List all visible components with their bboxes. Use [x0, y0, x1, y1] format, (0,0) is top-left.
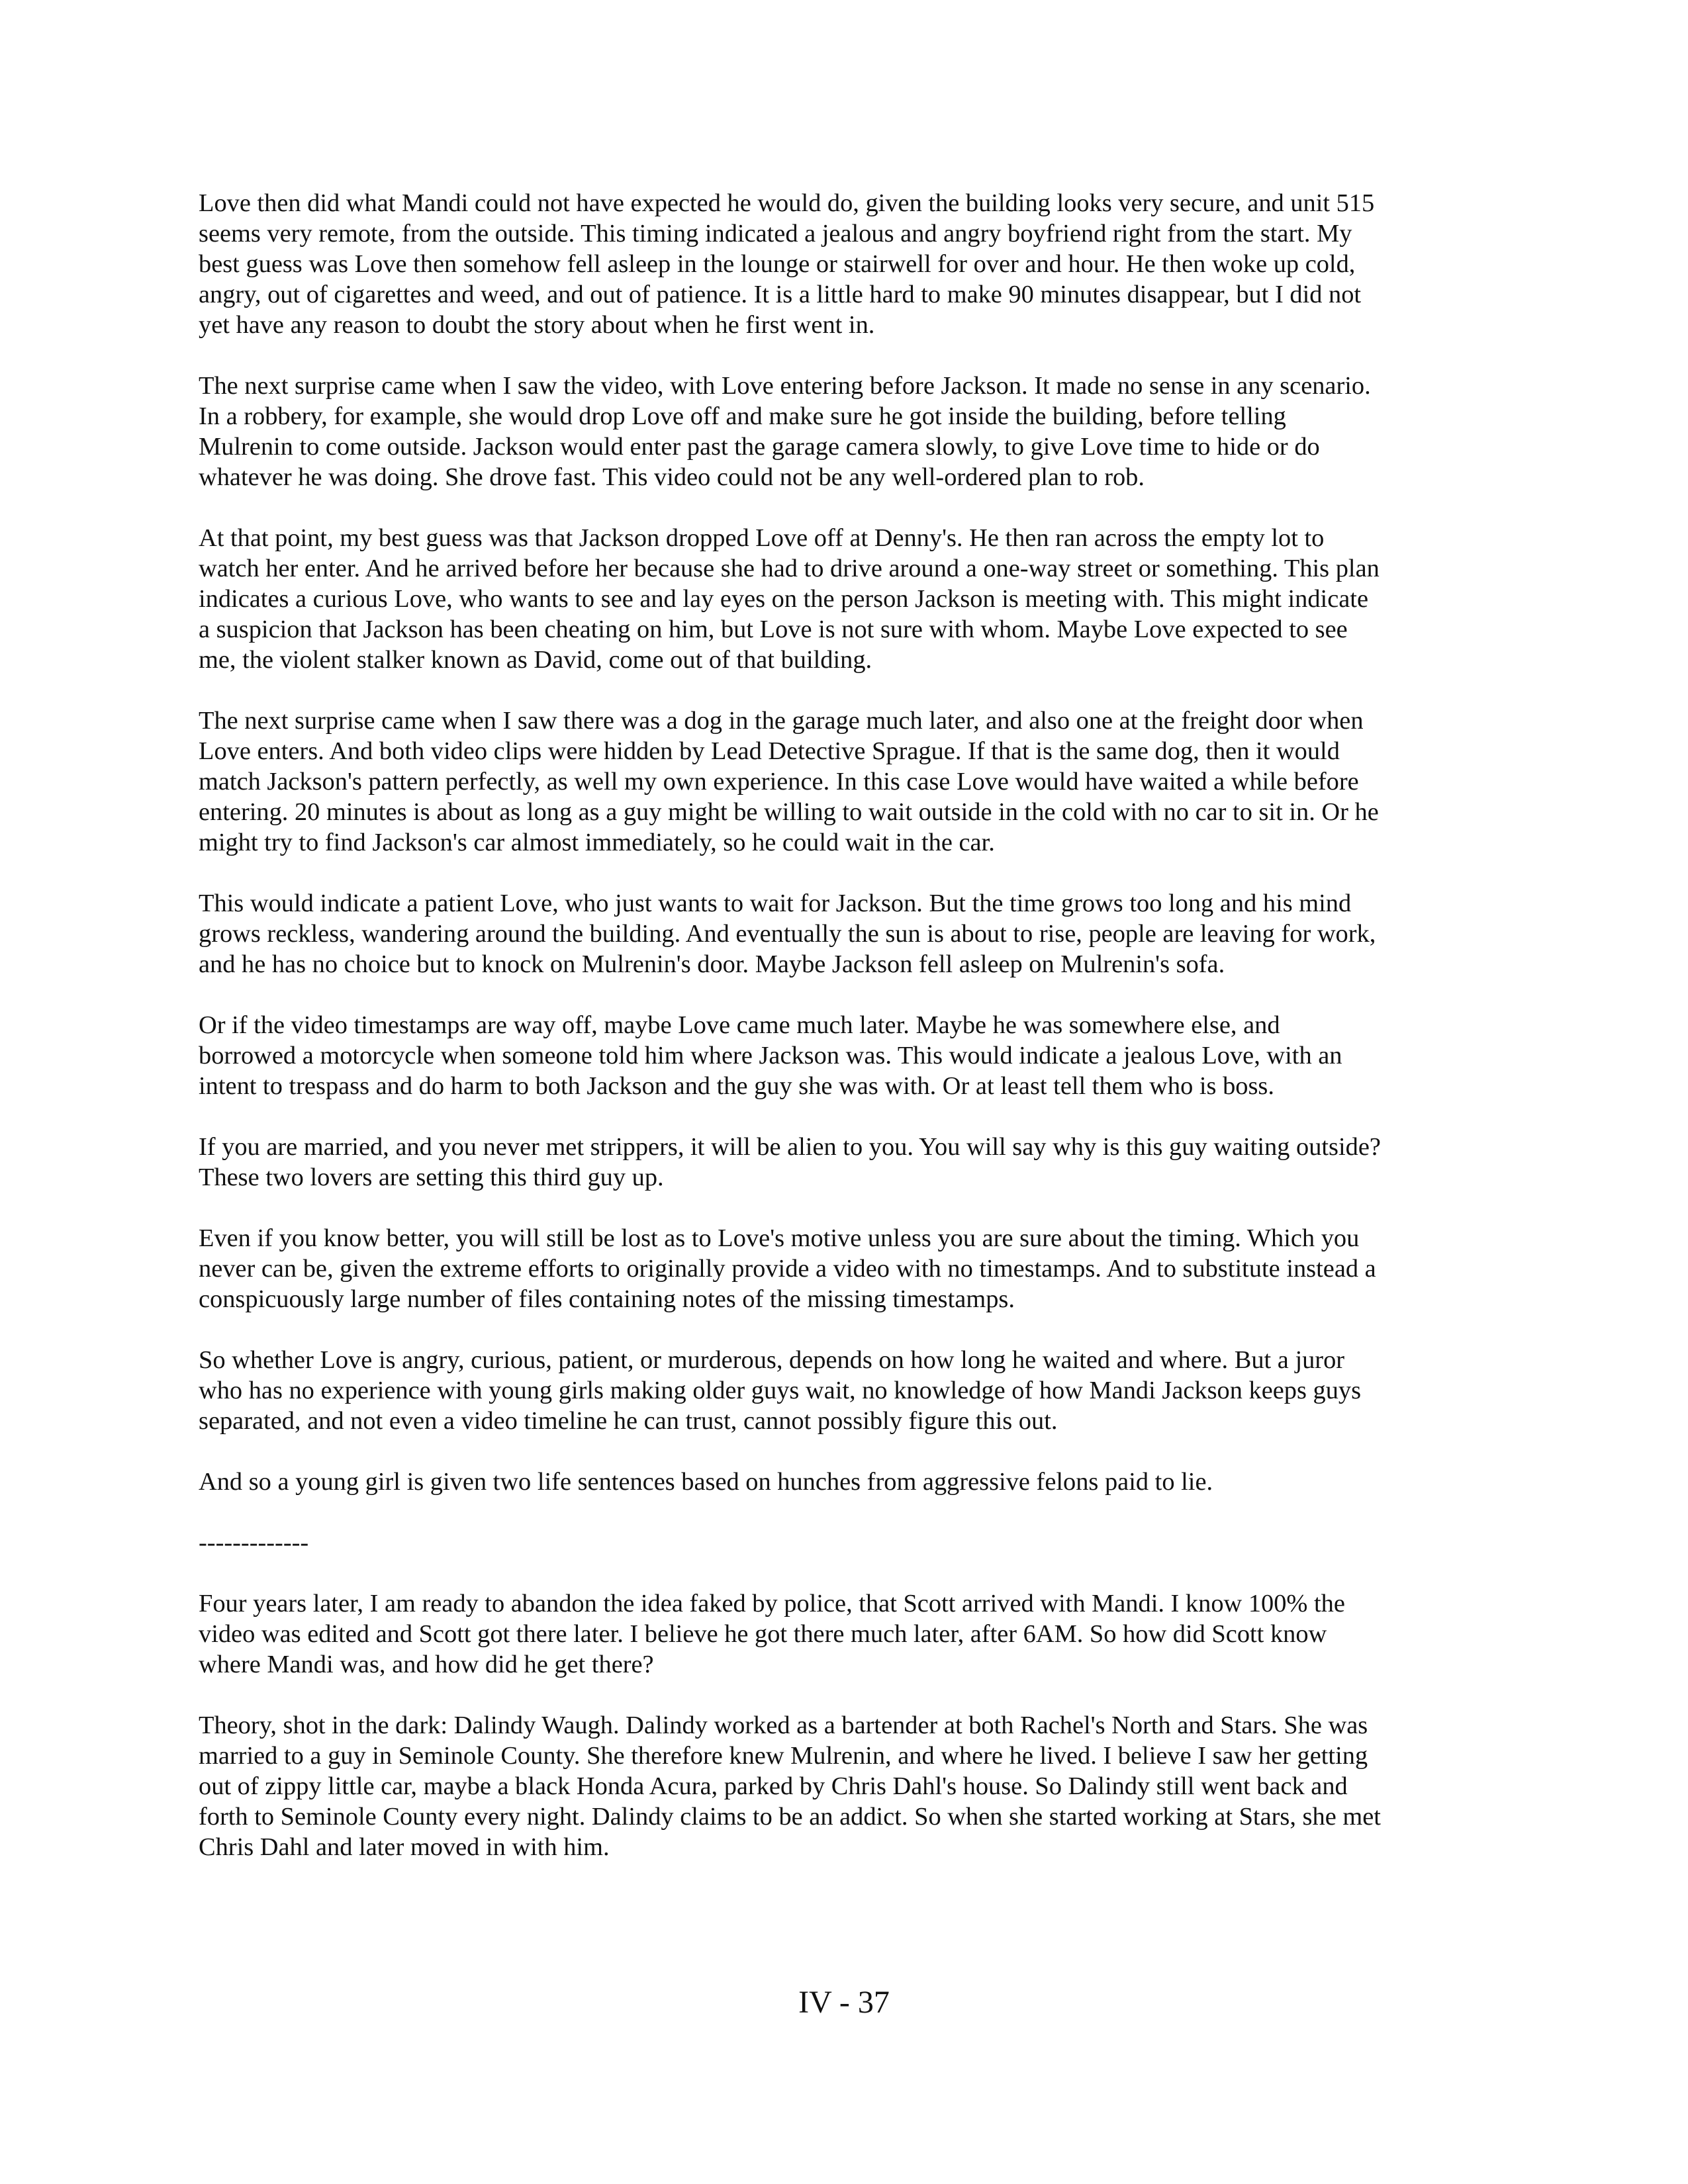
text-line: The next surprise came when I saw there was a dog in the garage much later, and also one at the freight door when	[199, 707, 1364, 735]
paragraph-2	[199, 371, 1489, 492]
separator-dashes: -------------	[199, 1529, 309, 1557]
text-line: Chris Dahl and later moved in with him.	[199, 1833, 610, 1861]
text-line: video was edited and Scott got there later. I believe he got there much later, after 6AM. So how did Scott know	[199, 1620, 1327, 1648]
text-line: separated, and not even a video timeline he can trust, cannot possibly figure this out.	[199, 1407, 1058, 1435]
paragraph-10	[199, 1467, 1489, 1497]
text-line: In a robbery, for example, she would drop Love off and make sure he got inside the building, before telling	[199, 402, 1286, 430]
document-body	[199, 188, 1489, 1893]
text-line: whatever he was doing. She drove fast. This video could not be any well-ordered plan to rob.	[199, 463, 1145, 491]
text-line: match Jackson's pattern perfectly, as well my own experience. In this case Love would have waited a while before	[199, 768, 1359, 796]
text-line: Or if the video timestamps are way off, maybe Love came much later. Maybe he was somewhere else, and	[199, 1011, 1280, 1039]
paragraph-8	[199, 1223, 1489, 1314]
section-separator	[199, 1527, 1489, 1558]
text-line: The next surprise came when I saw the video, with Love entering before Jackson. It made no sense in any scenario.	[199, 372, 1371, 400]
text-line: and he has no choice but to knock on Mulrenin's door. Maybe Jackson fell asleep on Mulrenin's sofa.	[199, 950, 1225, 978]
paragraph-7	[199, 1132, 1489, 1193]
text-line: borrowed a motorcycle when someone told him where Jackson was. This would indicate a jealous Love, with an	[199, 1042, 1342, 1069]
paragraph-5	[199, 888, 1489, 979]
text-line: where Mandi was, and how did he get there?	[199, 1651, 654, 1678]
text-line: out of zippy little car, maybe a black Honda Acura, parked by Chris Dahl's house. So Dalindy still went back and	[199, 1772, 1348, 1800]
paragraph-12	[199, 1710, 1489, 1862]
text-line: grows reckless, wandering around the building. And eventually the sun is about to rise, people are leaving for work,	[199, 920, 1376, 948]
text-line: indicates a curious Love, who wants to see and lay eyes on the person Jackson is meeting with. This might indicate	[199, 585, 1368, 613]
text-line: angry, out of cigarettes and weed, and out of patience. It is a little hard to make 90 minutes disappear, but I did not	[199, 281, 1362, 308]
text-line: These two lovers are setting this third guy up.	[199, 1163, 664, 1191]
text-line: best guess was Love then somehow fell asleep in the lounge or stairwell for over and hour. He then woke up cold,	[199, 250, 1356, 278]
text-line: If you are married, and you never met strippers, it will be alien to you. You will say why is this guy waiting outside?	[199, 1133, 1381, 1161]
text-line: watch her enter. And he arrived before her because she had to drive around a one-way street or something. This plan	[199, 555, 1380, 582]
text-line: intent to trespass and do harm to both Jackson and the guy she was with. Or at least tell them who is boss.	[199, 1072, 1274, 1100]
text-line: married to a guy in Seminole County. She therefore knew Mulrenin, and where he lived. I believe I saw her getting	[199, 1742, 1368, 1770]
text-line: forth to Seminole County every night. Dalindy claims to be an addict. So when she started working at Stars, she met	[199, 1803, 1381, 1831]
text-line: who has no experience with young girls making older guys wait, no knowledge of how Mandi Jackson keeps guys	[199, 1377, 1362, 1404]
text-line: Love then did what Mandi could not have expected he would do, given the building looks very secure, and unit 515	[199, 189, 1375, 217]
paragraph-11	[199, 1588, 1489, 1680]
page-number: IV - 37	[798, 1985, 890, 2020]
text-line: yet have any reason to doubt the story about when he first went in.	[199, 311, 875, 339]
text-line: seems very remote, from the outside. This timing indicated a jealous and angry boyfriend right from the start. My	[199, 220, 1352, 248]
paragraph-3	[199, 523, 1489, 675]
text-line: And so a young girl is given two life sentences based on hunches from aggressive felons paid to lie.	[199, 1468, 1213, 1496]
text-line: a suspicion that Jackson has been cheating on him, but Love is not sure with whom. Maybe Love expected to see	[199, 615, 1348, 643]
text-line: Love enters. And both video clips were hidden by Lead Detective Sprague. If that is the same dog, then it would	[199, 737, 1340, 765]
paragraph-1	[199, 188, 1489, 340]
text-line: At that point, my best guess was that Jackson dropped Love off at Denny's. He then ran across the empty lot to	[199, 524, 1325, 552]
paragraph-4	[199, 705, 1489, 858]
text-line: Theory, shot in the dark: Dalindy Waugh. Dalindy worked as a bartender at both Rachel's North and Stars. She was	[199, 1711, 1368, 1739]
text-line: Mulrenin to come outside. Jackson would enter past the garage camera slowly, to give Love time to hide or do	[199, 433, 1320, 461]
paragraph-9	[199, 1345, 1489, 1436]
text-line: conspicuously large number of files containing notes of the missing timestamps.	[199, 1285, 1015, 1313]
text-line: me, the violent stalker known as David, come out of that building.	[199, 646, 872, 674]
text-line: This would indicate a patient Love, who just wants to wait for Jackson. But the time grows too long and his mind	[199, 889, 1352, 917]
text-line: So whether Love is angry, curious, patient, or murderous, depends on how long he waited and where. But a juror	[199, 1346, 1345, 1374]
text-line: Even if you know better, you will still be lost as to Love's motive unless you are sure about the timing. Which you	[199, 1224, 1360, 1252]
text-line: entering. 20 minutes is about as long as a guy might be willing to wait outside in the cold with no car to sit in. Or he	[199, 798, 1379, 826]
text-line: might try to find Jackson's car almost immediately, so he could wait in the car.	[199, 829, 995, 856]
paragraph-6	[199, 1010, 1489, 1101]
text-line: Four years later, I am ready to abandon the idea faked by police, that Scott arrived with Mandi. I know 100% the	[199, 1590, 1345, 1617]
text-line: never can be, given the extreme efforts to originally provide a video with no timestamps. And to substitute instead a	[199, 1255, 1376, 1283]
